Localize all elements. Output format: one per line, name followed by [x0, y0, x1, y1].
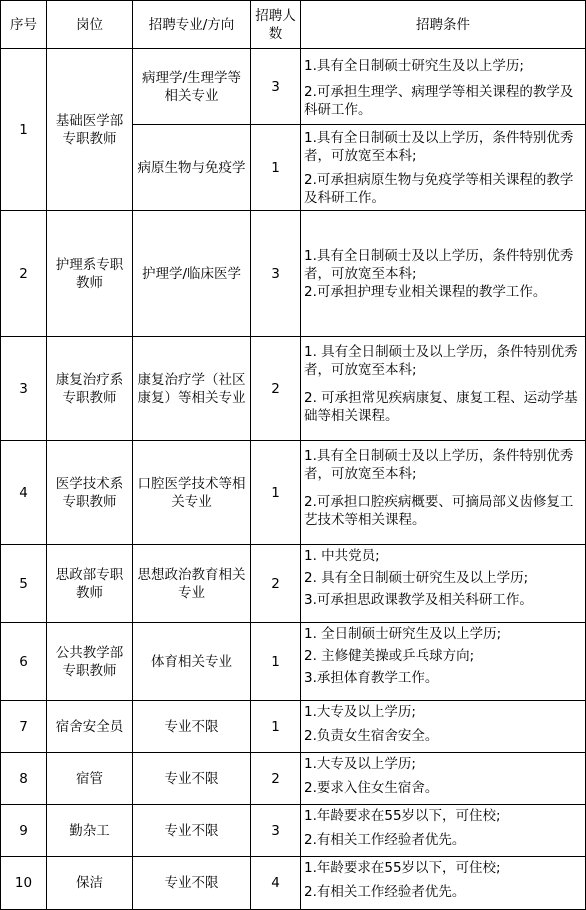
- table-row: [1, 545, 586, 623]
- row-major: 思想政治教育相关专业: [133, 545, 251, 623]
- row-major: 体育相关专业: [133, 623, 251, 701]
- row-position: 思政部专职教师: [47, 545, 133, 623]
- row-conditions: [301, 805, 586, 857]
- row-conditions: [301, 857, 586, 910]
- condition-line: 2.要求入住女生宿舍。: [304, 780, 439, 796]
- row-major: 康复治疗学（社区康复）等相关专业: [133, 337, 251, 441]
- condition-line: 2.有相关工作经验者优先。: [304, 832, 466, 848]
- condition-line: 3.承担体育教学工作。: [304, 670, 439, 686]
- row-major: 专业不限: [133, 753, 251, 805]
- row-count: 2: [251, 337, 301, 441]
- condition-line: 2. 具有全日制硕士研究生及以上学历;: [304, 570, 529, 586]
- row-conditions: [301, 545, 586, 623]
- row-conditions: [301, 753, 586, 805]
- row-position: 宿管: [47, 753, 133, 805]
- table-row: [1, 49, 586, 125]
- header-count: 招聘人数: [251, 1, 301, 49]
- condition-line: 2. 可承担常见疾病康复、康复工程、运动学基础等相关课程。: [304, 390, 578, 424]
- condition-line: 2. 主修健美操或乒乓球方向;: [304, 648, 475, 664]
- condition-line: 1.年龄要求在55岁以下，可住校;: [304, 860, 501, 876]
- row-position: 公共教学部专职教师: [47, 623, 133, 701]
- row-position: 基础医学部专职教师: [47, 49, 133, 211]
- row-no: 4: [1, 441, 47, 545]
- row-major: 专业不限: [133, 857, 251, 910]
- row-no: 1: [1, 49, 47, 211]
- row-major: 专业不限: [133, 805, 251, 857]
- condition-line: 2.可承担护理专业相关课程的教学工作。: [304, 283, 547, 300]
- condition-line: 1. 全日制硕士研究生及以上学历;: [304, 626, 502, 642]
- row-position: 保洁: [47, 857, 133, 910]
- row-count: 3: [251, 805, 301, 857]
- row-position: 护理系专职教师: [47, 211, 133, 337]
- table-row: [1, 211, 586, 337]
- condition-line: 2.可承担口腔疾病概要、可摘局部义齿修复工艺技术等相关课程。: [304, 494, 574, 528]
- table-row: [1, 857, 586, 910]
- condition-line: 1.年龄要求在55岁以下，可住校;: [304, 808, 501, 824]
- condition-line: 1.具有全日制硕士及以上学历，条件特别优秀者，可放宽至本科;: [304, 247, 574, 282]
- row-no: 8: [1, 753, 47, 805]
- row-count: 2: [251, 545, 301, 623]
- row-conditions: [301, 441, 586, 545]
- condition-line: 2.有相关工作经验者优先。: [304, 884, 466, 900]
- row-conditions: [301, 49, 586, 125]
- row-major: 口腔医学技术等相关专业: [133, 441, 251, 545]
- condition-line: 2.可承担生理学、病理学等相关课程的教学及科研工作。: [304, 84, 574, 118]
- row-no: 7: [1, 701, 47, 753]
- condition-line: 2.负责女生宿舍安全。: [304, 728, 439, 744]
- row-count: 1: [251, 125, 301, 211]
- row-position: 医学技术系专职教师: [47, 441, 133, 545]
- row-no: 3: [1, 337, 47, 441]
- row-no: 10: [1, 857, 47, 910]
- row-count: 3: [251, 49, 301, 125]
- row-major: 专业不限: [133, 701, 251, 753]
- table-row: [1, 753, 586, 805]
- row-count: 2: [251, 753, 301, 805]
- table-row: [1, 805, 586, 857]
- row-conditions: [301, 701, 586, 753]
- table-row: [1, 441, 586, 545]
- table-row: [1, 337, 586, 441]
- row-position: 宿舍安全员: [47, 701, 133, 753]
- table-row: [1, 701, 586, 753]
- row-major: 护理学/临床医学: [133, 211, 251, 337]
- row-conditions: [301, 211, 586, 337]
- header-row: [1, 1, 586, 49]
- row-major: 病原生物与免疫学: [133, 125, 251, 211]
- condition-line: 1.大专及以上学历;: [304, 756, 416, 772]
- header-major: 招聘专业/方向: [133, 1, 251, 49]
- row-no: 9: [1, 805, 47, 857]
- condition-line: 1.具有全日制硕士及以上学历，条件特别优秀者，可放宽至本科;: [304, 448, 574, 482]
- row-no: 6: [1, 623, 47, 701]
- condition-line: 3.可承担思政课教学及相关科研工作。: [304, 592, 533, 608]
- row-count: 1: [251, 701, 301, 753]
- row-no: 2: [1, 211, 47, 337]
- row-count: 1: [251, 623, 301, 701]
- condition-line: 1. 中共党员;: [304, 548, 380, 564]
- row-no: 5: [1, 545, 47, 623]
- row-conditions: [301, 623, 586, 701]
- condition-line: 1.具有全日制硕士研究生及以上学历;: [304, 58, 524, 74]
- row-major: 病理学/生理学等相关专业: [133, 49, 251, 125]
- header-conditions: 招聘条件: [301, 1, 586, 49]
- row-conditions: [301, 125, 586, 211]
- condition-line: 2.可承担病原生物与免疫学等相关课程的教学及科研工作。: [304, 172, 574, 206]
- condition-line: 1.大专及以上学历;: [304, 704, 416, 720]
- row-count: 3: [251, 211, 301, 337]
- header-position: 岗位: [47, 1, 133, 49]
- condition-line: 1. 具有全日制硕士及以上学历，条件特别优秀者，可放宽至本科;: [304, 344, 578, 378]
- condition-line: 1.具有全日制硕士及以上学历，条件特别优秀者，可放宽至本科;: [304, 130, 574, 164]
- table-row: [1, 623, 586, 701]
- header-no: 序号: [1, 1, 47, 49]
- row-position: 康复治疗系专职教师: [47, 337, 133, 441]
- row-position: 勤杂工: [47, 805, 133, 857]
- row-conditions: [301, 337, 586, 441]
- row-count: 1: [251, 441, 301, 545]
- row-count: 4: [251, 857, 301, 910]
